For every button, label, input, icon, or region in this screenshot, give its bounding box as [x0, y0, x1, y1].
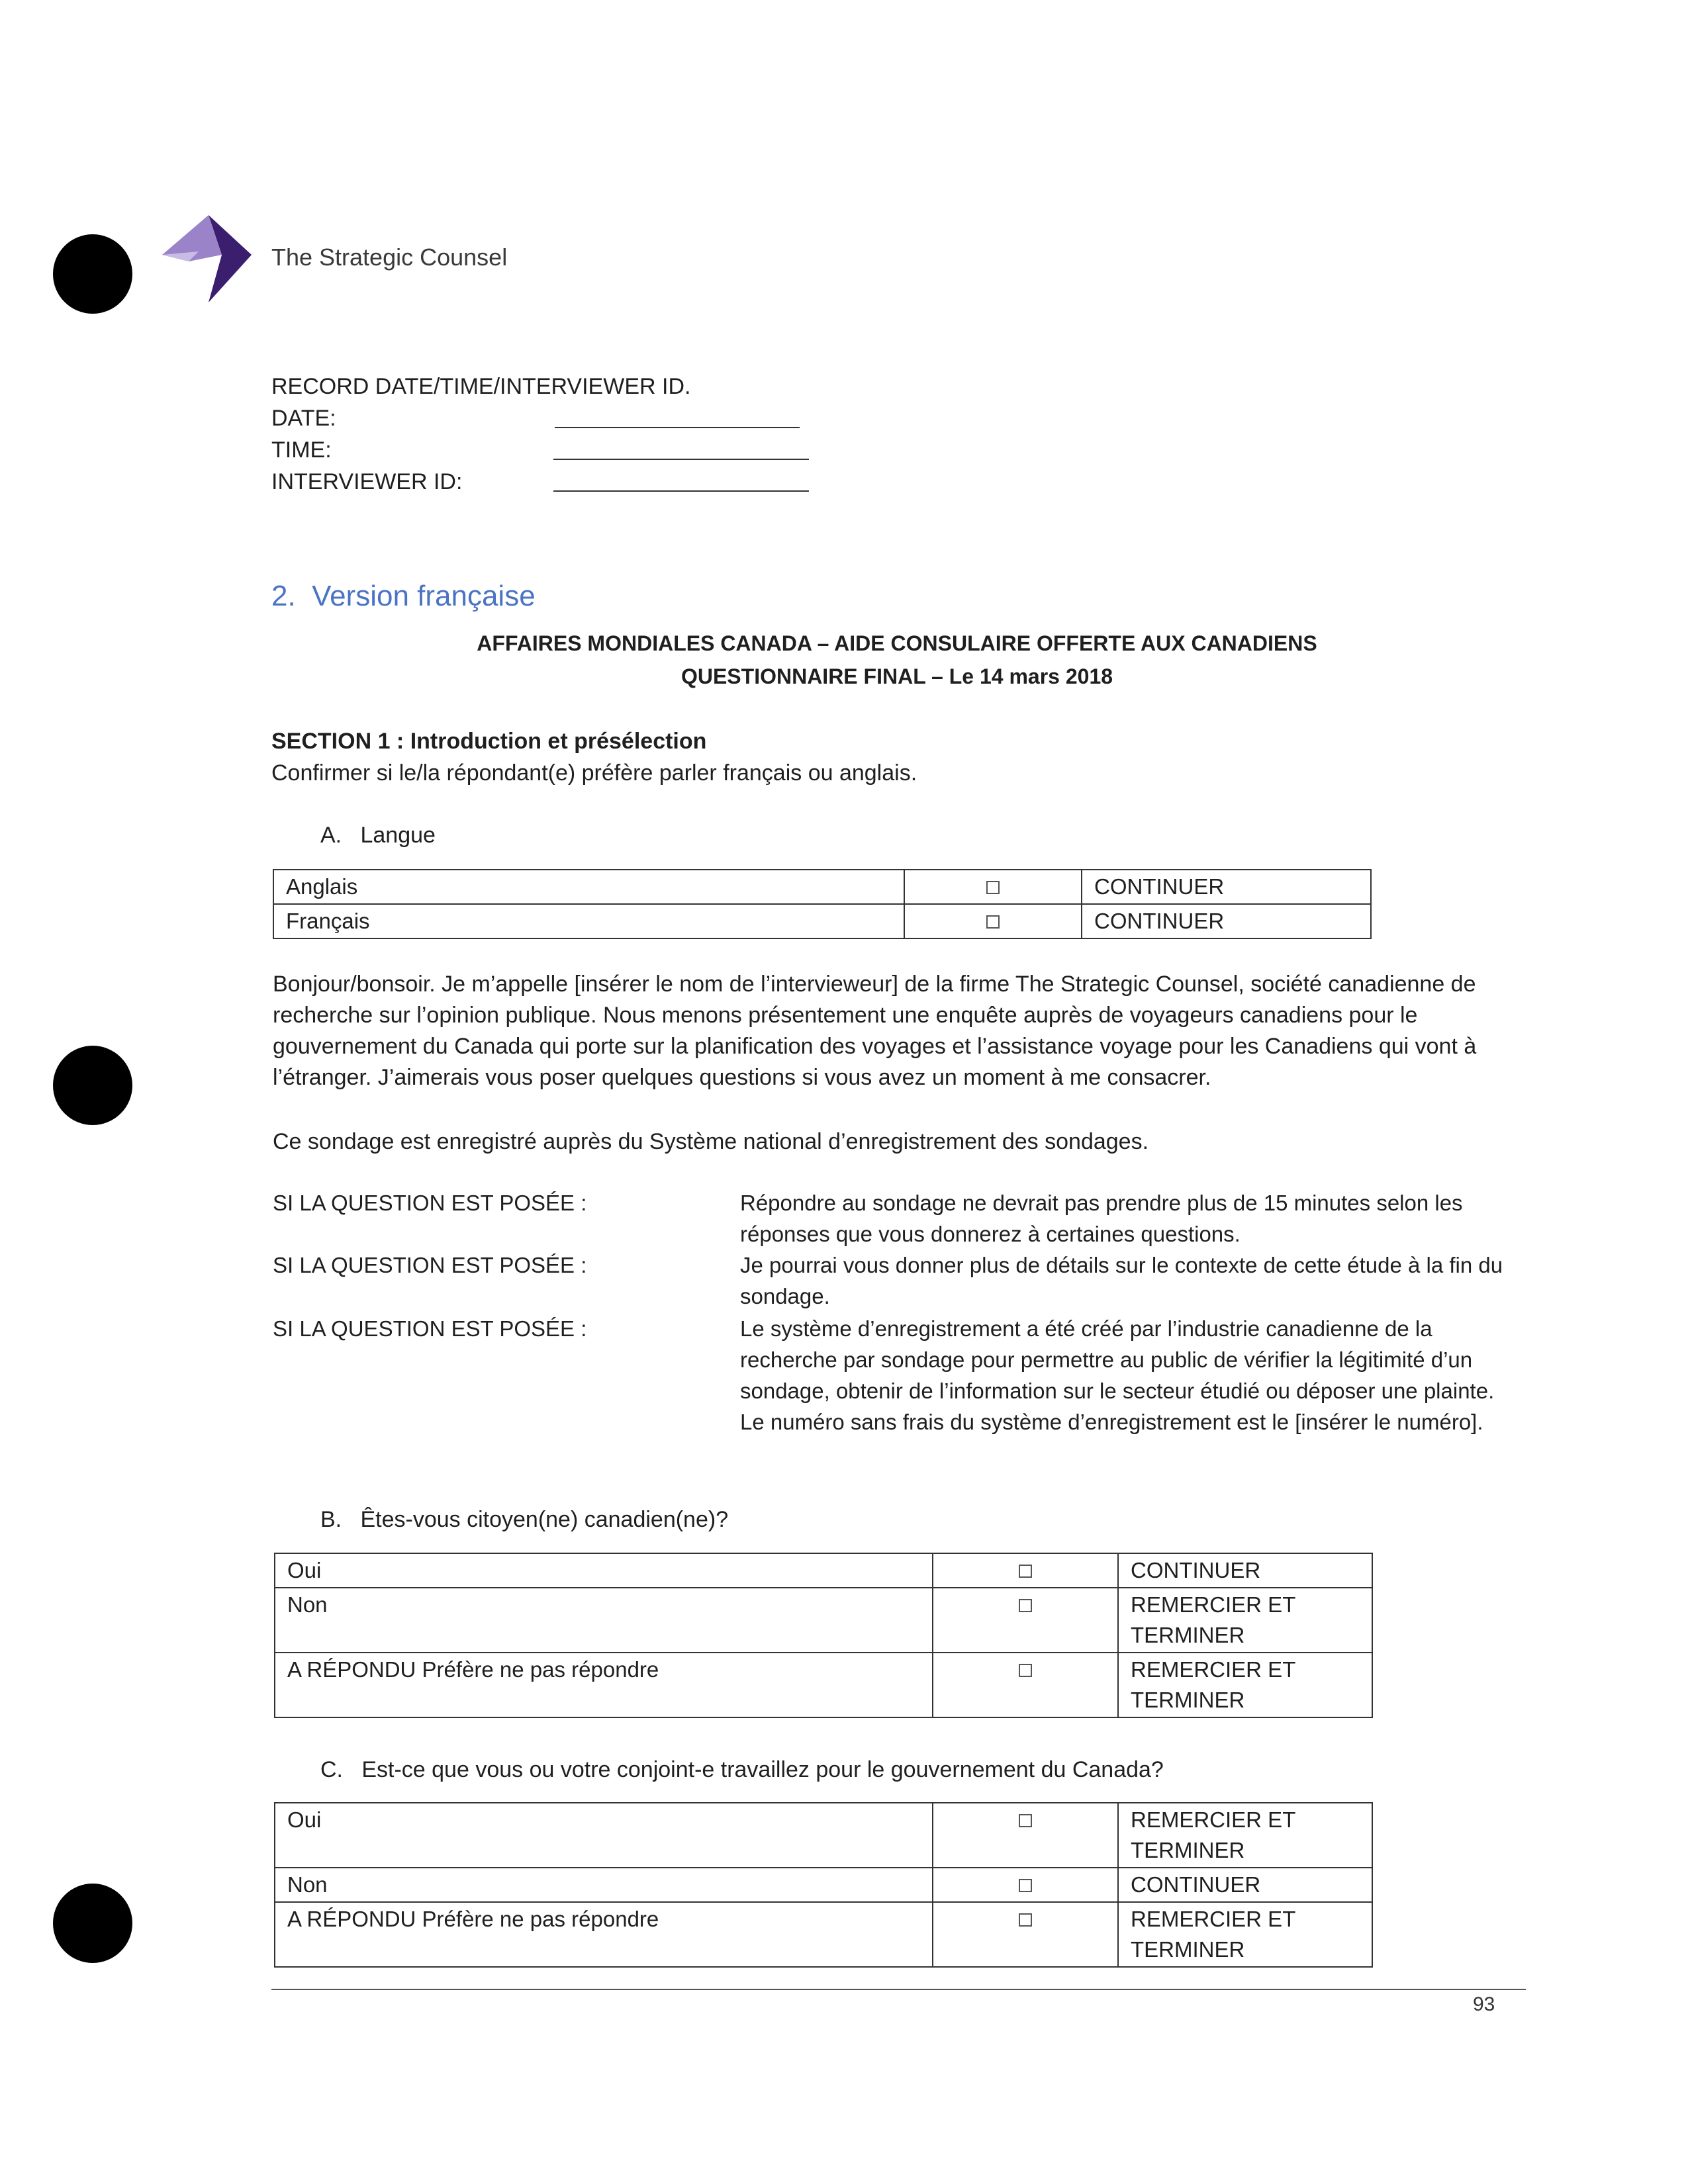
checkbox-icon[interactable] [1019, 1814, 1032, 1827]
strategic-counsel-logo-icon [162, 215, 252, 304]
checkbox-cell[interactable] [933, 1902, 1118, 1967]
table-row [275, 1803, 1372, 1868]
doc-title-line1: AFFAIRES MONDIALES CANADA – AIDE CONSULAIRE OFFERTE AUX CANADIENS [477, 631, 1317, 655]
if-asked-text: Je pourrai vous donner plus de détails sur le contexte de cette étude à la fin du sondage. [740, 1253, 1503, 1308]
action-cell: REMERCIER ET TERMINER [1118, 1803, 1372, 1868]
checkbox-icon[interactable] [1019, 1599, 1032, 1612]
table-row [273, 904, 1371, 938]
table-row [275, 1902, 1372, 1967]
question-a-label [320, 819, 436, 851]
checkbox-icon[interactable] [1019, 1913, 1032, 1927]
table-row [275, 1588, 1372, 1653]
interviewer-id-field[interactable] [553, 490, 809, 492]
option-cell: Anglais [273, 870, 904, 904]
action-cell: REMERCIER ET TERMINER [1118, 1653, 1372, 1717]
date-label: DATE: [271, 406, 336, 431]
action-cell: REMERCIER ET TERMINER [1118, 1902, 1372, 1967]
punch-hole-bottom [53, 1884, 132, 1963]
punch-hole-top [53, 234, 132, 314]
section-heading-title: Version française [312, 580, 536, 612]
option-cell: Oui [275, 1803, 933, 1868]
checkbox-cell[interactable] [904, 904, 1082, 938]
checkbox-cell[interactable] [904, 870, 1082, 904]
checkbox-cell[interactable] [933, 1653, 1118, 1717]
checkbox-cell[interactable] [933, 1553, 1118, 1588]
company-name: The Strategic Counsel [271, 244, 508, 271]
if-asked-label: SI LA QUESTION EST POSÉE : [273, 1191, 587, 1215]
if-asked-text: Le système d’enregistrement a été créé par l’industrie canadienne de la recherche par sondage pour permettre au public de vérifier la légitimité d’un sondage, obtenir de l’information sur le secteur étudié ou déposer une plainte. Le numéro sans frais du système d’enregistrement est le [insérer le numéro]. [740, 1316, 1495, 1434]
option-cell: Non [275, 1588, 933, 1653]
question-c-label [320, 1754, 1164, 1786]
option-cell: A RÉPONDU Préfère ne pas répondre [275, 1653, 933, 1717]
section1-title: SECTION 1 : Introduction et présélection [271, 729, 707, 754]
checkbox-icon[interactable] [986, 881, 1000, 894]
if-asked-text: Répondre au sondage ne devrait pas prendre plus de 15 minutes selon les réponses que vous donnerez à certaines questions. [740, 1191, 1463, 1246]
if-asked-label: SI LA QUESTION EST POSÉE : [273, 1316, 587, 1341]
punch-hole-middle [53, 1046, 132, 1125]
question-a-text: Langue [360, 823, 436, 848]
record-title: RECORD DATE/TIME/INTERVIEWER ID. [271, 374, 691, 399]
checkbox-icon[interactable] [1019, 1664, 1032, 1677]
section1-instruction: Confirmer si le/la répondant(e) préfère parler français ou anglais. [271, 760, 917, 786]
checkbox-cell[interactable] [933, 1803, 1118, 1868]
checkbox-icon[interactable] [1019, 1879, 1032, 1892]
footer-divider [271, 1989, 1526, 1990]
section-heading-number: 2. [271, 580, 296, 612]
question-c-table [274, 1802, 1373, 1968]
checkbox-icon[interactable] [986, 915, 1000, 929]
time-label: TIME: [271, 437, 332, 463]
action-cell: CONTINUER [1118, 1553, 1372, 1588]
option-cell: A RÉPONDU Préfère ne pas répondre [275, 1902, 933, 1967]
time-field[interactable] [553, 459, 809, 460]
table-row [275, 1553, 1372, 1588]
interviewer-id-label: INTERVIEWER ID: [271, 469, 463, 494]
date-field[interactable] [555, 427, 800, 428]
intro-paragraph: Bonjour/bonsoir. Je m’appelle [insérer le nom de l’intervieweur] de la firme The Strategic Counsel, société canadienne de recherche sur l’opinion publique. Nous menons présentement une enquête auprès de voyageurs canadiens pour le gouvernement du Canada qui porte sur la planification des voyages et l’assistance voyage pour les Canadiens qui vont à l’étranger. J’aimerais vous poser quelques questions si vous avez un moment à me consacrer. [273, 972, 1477, 1090]
section-heading [271, 580, 536, 613]
action-cell: REMERCIER ET TERMINER [1118, 1588, 1372, 1653]
question-b-table [274, 1553, 1373, 1718]
action-cell: CONTINUER [1082, 870, 1371, 904]
option-cell: Oui [275, 1553, 933, 1588]
question-b-letter: B. [320, 1507, 342, 1532]
question-c-letter: C. [320, 1757, 343, 1782]
question-a-letter: A. [320, 823, 342, 848]
checkbox-cell[interactable] [933, 1588, 1118, 1653]
page-number: 93 [1473, 1993, 1495, 2015]
option-cell: Français [273, 904, 904, 938]
table-row [275, 1868, 1372, 1902]
question-a-table [273, 869, 1372, 939]
question-b-text: Êtes-vous citoyen(ne) canadien(ne)? [360, 1507, 729, 1532]
table-row [273, 870, 1371, 904]
action-cell: CONTINUER [1082, 904, 1371, 938]
doc-title-line2: QUESTIONNAIRE FINAL – Le 14 mars 2018 [680, 664, 1113, 688]
checkbox-cell[interactable] [933, 1868, 1118, 1902]
option-cell: Non [275, 1868, 933, 1902]
question-b-label [320, 1504, 728, 1535]
action-cell: CONTINUER [1118, 1868, 1372, 1902]
registration-paragraph: Ce sondage est enregistré auprès du Système national d’enregistrement des sondages. [273, 1129, 1149, 1154]
table-row [275, 1653, 1372, 1717]
question-c-text: Est-ce que vous ou votre conjoint-e travaillez pour le gouvernement du Canada? [361, 1757, 1164, 1782]
checkbox-icon[interactable] [1019, 1565, 1032, 1578]
if-asked-label: SI LA QUESTION EST POSÉE : [273, 1253, 587, 1277]
